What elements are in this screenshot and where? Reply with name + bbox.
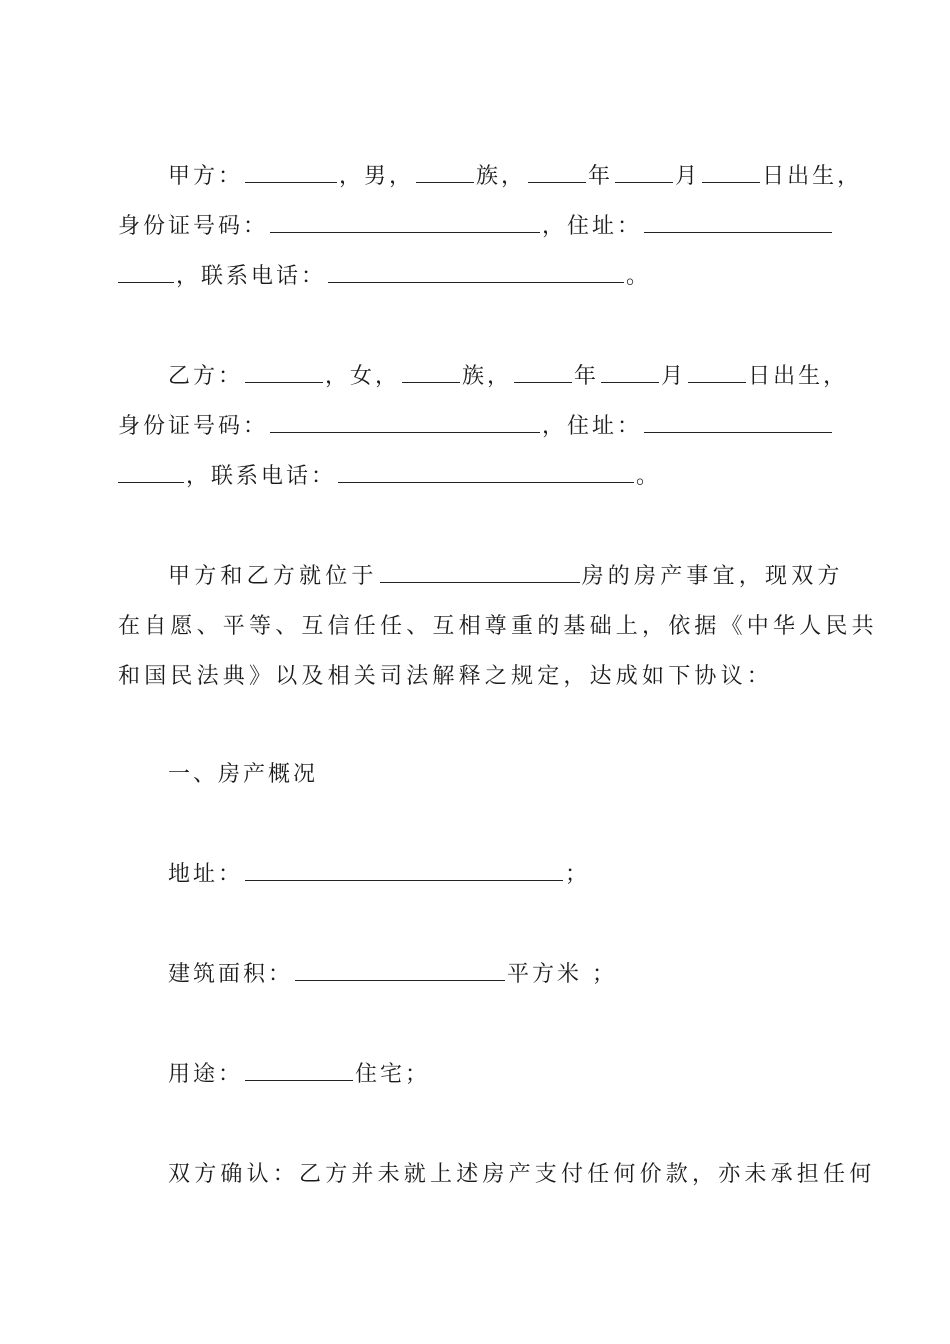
id-blank (270, 414, 540, 433)
party-b-line-2: 身份证号码： ，住址： (118, 412, 834, 442)
section-heading: 一、房产概况 (168, 762, 319, 787)
year-blank (514, 364, 572, 383)
day-blank (688, 364, 746, 383)
phone-blank (338, 464, 634, 483)
use-blank (245, 1062, 353, 1081)
party-b-line-3: ，联系电话： 。 (118, 462, 661, 492)
phone-blank (328, 264, 624, 283)
address-line: 地址： ； (168, 862, 591, 887)
preamble-line-1: 甲方和乙方就位于 房的房产事宜，现双方 (168, 564, 844, 589)
month-blank (601, 364, 659, 383)
area-blank (295, 962, 505, 981)
area-line: 建筑面积： 平方米 ； (168, 962, 618, 987)
month-blank (615, 164, 673, 183)
ethnic-blank (402, 364, 460, 383)
preamble-line-3: 和国民法典》以及相关司法解释之规定，达成如下协议： (118, 664, 774, 689)
confirm-line: 双方确认：乙方并未就上述房产支付任何价款，亦未承担任何 (168, 1162, 876, 1187)
address-blank-cont (118, 464, 184, 483)
name-blank (245, 364, 323, 383)
party-a-line-3: ，联系电话： 。 (118, 262, 651, 292)
use-line: 用途： 住宅； (168, 1062, 431, 1087)
year-blank (528, 164, 586, 183)
location-blank (380, 564, 580, 583)
name-blank (245, 164, 337, 183)
ethnic-blank (416, 164, 474, 183)
party-a-line-2: 身份证号码： ，住址： (118, 212, 834, 242)
address-blank-cont (118, 264, 174, 283)
id-blank (270, 214, 540, 233)
day-blank (702, 164, 760, 183)
property-address-blank (245, 862, 563, 881)
party-b-line-1: 乙方： ，女， 族， 年 月 日出生， (168, 364, 849, 389)
preamble-line-2: 在自愿、平等、互信任任、互相尊重的基础上，依据《中华人民共 (118, 614, 878, 639)
party-a-line-1: 甲方： ，男， 族， 年 月 日出生， (168, 164, 863, 189)
address-blank (644, 414, 832, 433)
address-blank (644, 214, 832, 233)
